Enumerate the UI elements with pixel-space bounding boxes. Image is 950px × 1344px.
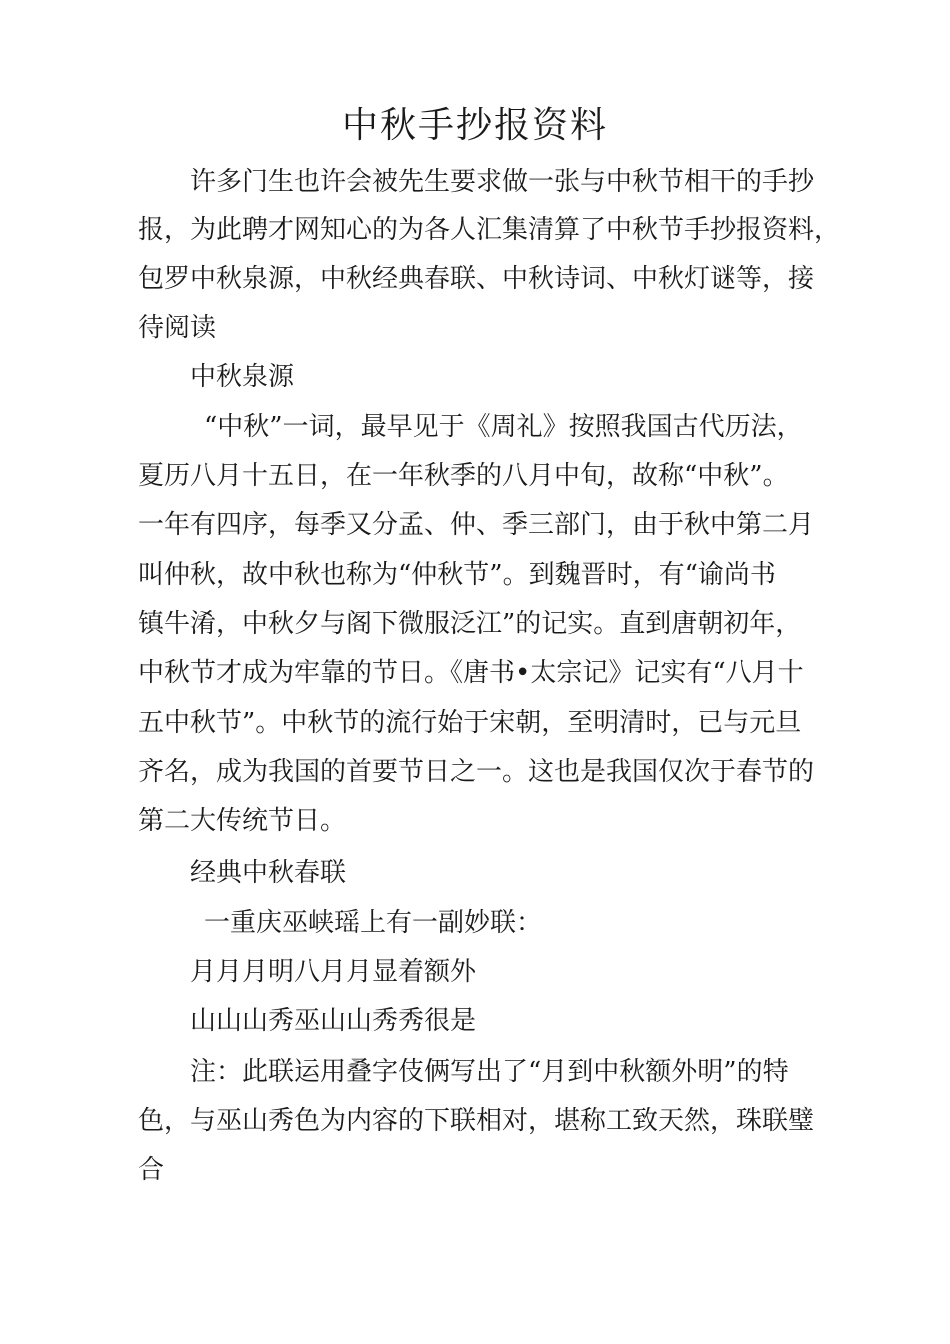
paragraph-line: 合 (138, 1155, 165, 1185)
paragraph-line: 第二大传统节日。 (138, 806, 347, 836)
paragraph-line: 一年有四序，每季又分孟、仲、季三部门，由于秋中第二月 (138, 510, 815, 540)
paragraph-line: “中秋”一词，最早见于《周礼》按照我国古代历法， (204, 412, 803, 442)
paragraph-line: 中秋节才成为牢靠的节日。《唐书•太宗记》记实有“八月十 (138, 658, 804, 688)
paragraph-line: 夏历八月十五日，在一年秋季的八月中旬，故称“中秋”。 (138, 461, 789, 491)
paragraph-line: 待阅读 (138, 313, 217, 343)
document-title: 中秋手抄报资料 (341, 105, 608, 146)
paragraph-line: 镇牛淆，中秋夕与阁下微服泛江”的记实。直到唐朝初年， (138, 609, 802, 639)
paragraph-line: 齐名，成为我国的首要节日之一。这也是我国仅次于春节的 (138, 757, 815, 787)
section-heading: 经典中秋春联 (190, 858, 347, 888)
couplet-line-lower: 山山山秀巫山山秀秀很是 (190, 1006, 477, 1036)
paragraph-line: 色，与巫山秀色为内容的下联相对，堪称工致天然，珠联璧 (138, 1106, 815, 1136)
paragraph-line: 包罗中秋泉源，中秋经典春联、中秋诗词、中秋灯谜等，接 (138, 264, 815, 294)
paragraph-line: 注：此联运用叠字伎俩写出了“月到中秋额外明”的特 (190, 1057, 789, 1087)
paragraph-line: 五中秋节”。中秋节的流行始于宋朝，至明清时，已与元旦 (138, 708, 802, 738)
paragraph-line: 许多门生也许会被先生要求做一张与中秋节相干的手抄 (190, 167, 815, 197)
paragraph-line: 叫仲秋，故中秋也称为“仲秋节”。到魏晋时，有“谕尚书 (138, 560, 776, 590)
section-heading: 中秋泉源 (190, 362, 295, 392)
paragraph-line: 一重庆巫峡瑶上有一副妙联： (204, 908, 543, 938)
couplet-line-upper: 月月月明八月月显着额外 (190, 957, 477, 987)
paragraph-line: 报，为此聘才网知心的为各人汇集清算了中秋节手抄报资料， (138, 215, 841, 245)
